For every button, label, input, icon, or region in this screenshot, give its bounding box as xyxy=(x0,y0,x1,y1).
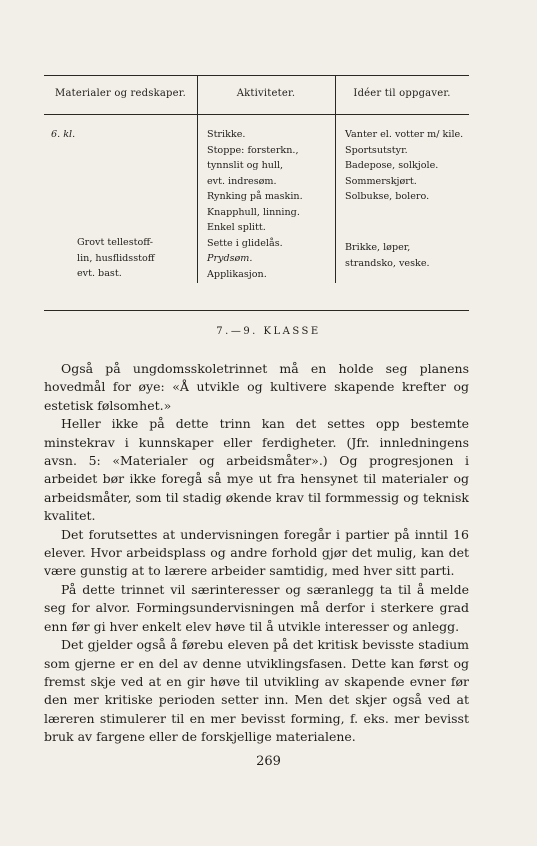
page-number: 269 xyxy=(256,754,281,769)
activity-item: Sette i glidelås. xyxy=(207,237,283,249)
activity-item: Prydsøm. xyxy=(207,253,253,264)
column-header-materials: Materialer og redskaper. xyxy=(55,88,186,99)
idea-item: Brikke, løper, xyxy=(345,242,411,253)
materials-line: evt. bast. xyxy=(77,268,122,279)
activity-item: Enkel splitt. xyxy=(207,222,266,233)
table-top-rule xyxy=(44,75,469,76)
table-bottom-rule xyxy=(44,310,469,311)
activity-item: evt. indresøm. xyxy=(207,175,277,187)
idea-item: Vanter el. votter m/ kile. xyxy=(345,129,464,140)
materials-line: Grovt tellestoff- xyxy=(77,237,153,248)
idea-item: strandsko, veske. xyxy=(345,257,430,269)
materials-line: lin, husflidsstoff xyxy=(77,252,155,264)
table-column-divider xyxy=(197,75,198,283)
materials-cell xyxy=(77,235,155,282)
ideas-cell-lower xyxy=(345,240,430,271)
activities-cell xyxy=(207,127,303,282)
activities-table xyxy=(44,75,469,311)
paragraph: Heller ikke på dette trinn kan det settes opp bestemte minstekrav i kunnskaper eller ferdigheter. (Jfr. innledningens avsn. 5: «Materialer og arbeidsmåter».) Og progresjonen i arbeidet bør ikke foregå så mye ut fra hensynet til materialer og arbeidsmåter, som til stadig økende krav til formmessig og teknisk kvalitet. xyxy=(44,416,469,524)
paragraph: På dette trinnet vil særinteresser og særanlegg ta til å melde seg for alvor. Formingsundervisningen må derfor i sterkere grad enn før gi hver enkelt elev høve til å utvikle interesser og anlegg. xyxy=(44,581,469,634)
table-header-rule xyxy=(44,114,469,115)
activity-item: Rynking på maskin. xyxy=(207,191,303,202)
column-header-activities: Aktiviteter. xyxy=(236,88,296,99)
grade-label: 6. kl. xyxy=(51,129,76,140)
idea-item: Badepose, solkjole. xyxy=(345,160,439,171)
paragraph: Det forutsettes at undervisningen foregår i partier på inntil 16 elever. Hvor arbeidsplass og andre forhold gjør det mulig, kan det være gunstig at to lærere arbeider samtidig, med hver sitt parti. xyxy=(44,526,469,579)
column-header-ideas: Idéer til oppgaver. xyxy=(353,88,451,99)
paragraph: Også på ungdomsskoletrinnet må en holde seg planens hovedmål for øye: «Å utvikle og kultivere skapende krefter og estetisk følsomhet.» xyxy=(44,361,469,413)
ideas-cell xyxy=(345,127,463,205)
activity-item: tynnslit og hull, xyxy=(207,160,284,171)
idea-item: Sommerskjørt. xyxy=(345,175,417,187)
activity-item: Knapphull, linning. xyxy=(207,206,300,218)
activity-item: Stoppe: forsterkn., xyxy=(207,144,299,156)
body-text xyxy=(44,360,469,747)
activity-item: Strikke. xyxy=(207,129,246,140)
idea-item: Sportsutstyr. xyxy=(345,144,408,156)
table-column-divider xyxy=(335,75,336,283)
section-heading: 7.—9. KLASSE xyxy=(216,326,321,337)
activity-item: Applikasjon. xyxy=(207,268,267,280)
idea-item: Solbukse, bolero. xyxy=(345,191,430,202)
paragraph: Det gjelder også å førebu eleven på det kritisk bevisste stadium som gjerne er en del av denne utviklingsfasen. Dette kan først og fremst skje ved at en gir høve til utvikling av skapende evner før den mer kritiske perioden setter inn. Men det skjer også ved at læreren stimulerer til en mer bevisst forming, f. eks. mer bevisst bruk av fargene eller de forskjellige materialene. xyxy=(44,637,469,745)
